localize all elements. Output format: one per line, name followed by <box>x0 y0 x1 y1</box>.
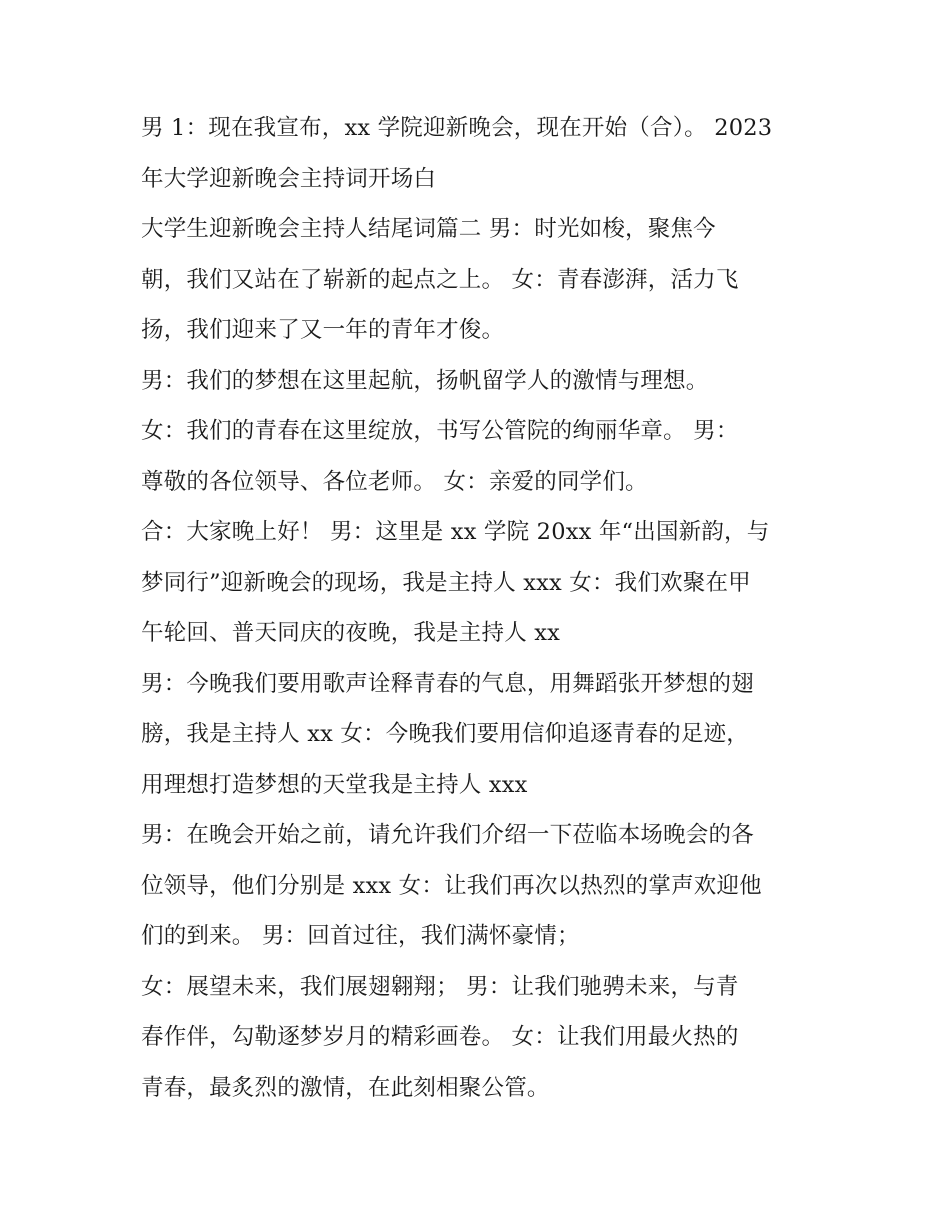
text-line-6: 男：我们的梦想在这里起航，扬帆留学人的激情与理想。 <box>141 367 709 394</box>
text-line-3: 大学生迎新晚会主持人结尾词篇二 男：时光如梭，聚焦今 <box>141 216 716 242</box>
text-line-1: 男 1：现在我宣布，xx 学院迎新晚会，现在开始（合）。 2023 <box>141 115 773 141</box>
text-line-19: 春作伴，勾勒逐梦岁月的精彩画卷。 女：让我们用最火热的 <box>141 1024 739 1050</box>
text-line-7: 女：我们的青春在这里绽放，书写公管院的绚丽华章。 男： <box>141 418 739 444</box>
text-line-5: 扬，我们迎来了又一年的青年才俊。 <box>141 317 505 343</box>
text-line-8: 尊敬的各位领导、各位老师。 女：亲爱的同学们。 <box>141 468 648 495</box>
document-body <box>141 103 821 1113</box>
text-line-17: 们的到来。 男：回首过往，我们满怀豪情； <box>141 923 580 949</box>
text-line-18: 女：展望未来，我们展翅翱翔； 男：让我们驰骋未来，与青 <box>141 973 739 1000</box>
text-line-4: 朝，我们又站在了崭新的起点之上。 女：青春澎湃，活力飞 <box>141 266 739 293</box>
text-line-9: 合：大家晚上好！ 男：这里是 xx 学院 20xx 年“出国新韵，与 <box>141 519 770 545</box>
text-line-20: 青春，最炙烈的激情，在此刻相聚公管。 <box>141 1074 550 1101</box>
text-line-2: 年大学迎新晚会主持词开场白 <box>141 165 437 192</box>
text-line-13: 膀，我是主持人 xx 女：今晚我们要用信仰追逐青春的足迹， <box>141 721 749 747</box>
text-line-15: 男：在晚会开始之前，请允许我们介绍一下莅临本场晚会的各 <box>141 822 754 848</box>
text-line-11: 午轮回、普天同庆的夜晚，我是主持人 xx <box>141 620 561 646</box>
text-line-10: 梦同行”迎新晚会的现场，我是主持人 xxx 女：我们欢聚在甲 <box>141 569 751 596</box>
text-line-12: 男：今晚我们要用歌声诠释青春的气息，用舞蹈张开梦想的翅 <box>141 670 754 697</box>
text-line-16: 位领导，他们分别是 xxx 女：让我们再次以热烈的掌声欢迎他 <box>141 872 762 899</box>
text-line-14: 用理想打造梦想的天堂我是主持人 xxx <box>141 771 528 798</box>
